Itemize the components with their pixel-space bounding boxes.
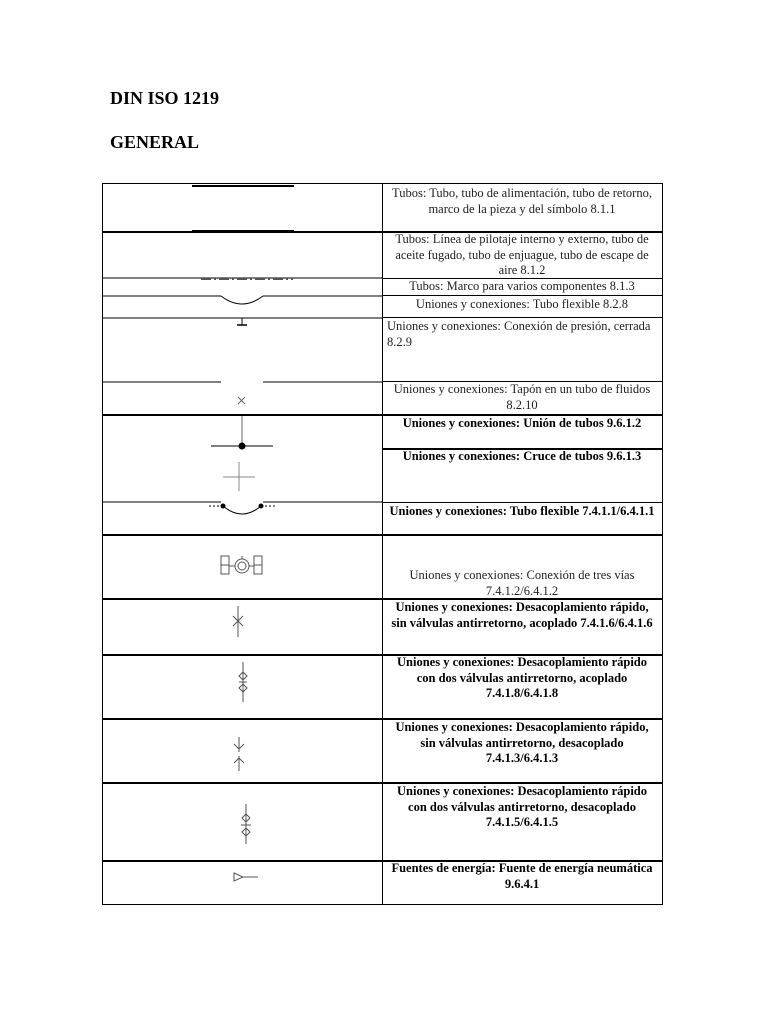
dash-dot-frame-icon <box>103 278 382 279</box>
rotary-connection-icon <box>221 556 262 574</box>
row-description: Tubos: Línea de pilotaje interno y externo, tubo de aceite fugado, tubo de enjuague, tubo de escape de aire 8.1.2 <box>395 232 649 277</box>
row-description: Uniones y conexiones: Desacoplamiento rápido con dos válvulas antirretorno, desacoplado 7.4.1.5/6.4.1.5 <box>397 784 647 829</box>
pipe-junction-icon <box>103 415 382 449</box>
row-description: Tubos: Marco para varios componentes 8.1.3 <box>409 279 635 293</box>
row-description: Uniones y conexiones: Tubo flexible 7.4.1.1/6.4.1.1 <box>389 504 655 518</box>
row-description: Uniones y conexiones: Unión de tubos 9.6.1.2 <box>402 416 642 430</box>
row-description: Uniones y conexiones: Desacoplamiento rápido con dos válvulas antirretorno, acoplado 7.4.1.8/6.4.1.8 <box>397 655 647 700</box>
pneumatic-source-icon <box>103 861 382 881</box>
quick-coupling-check-valves-uncoupled-icon <box>103 783 382 844</box>
plug-icon <box>103 382 382 404</box>
document-title: DIN ISO 1219 <box>110 88 220 108</box>
row-description: Tubos: Tubo, tubo de alimentación, tubo de retorno, marco de la pieza y del símbolo 8.1.1 <box>392 186 652 216</box>
symbol-column <box>103 184 382 904</box>
quick-coupling-check-valves-icon <box>103 655 382 702</box>
row-divider <box>382 502 662 503</box>
pipe-crossing-icon <box>223 462 255 491</box>
row-description: Uniones y conexiones: Conexión de tres vías 7.4.1.2/6.4.1.2 <box>409 568 635 598</box>
row-description: Uniones y conexiones: Tapón en un tubo de fluidos 8.2.10 <box>393 382 651 412</box>
row-divider <box>382 317 662 318</box>
flexible-hose-icon <box>103 502 382 514</box>
quick-coupling-icon <box>103 599 382 637</box>
column-divider <box>382 184 383 904</box>
row-description: Uniones y conexiones: Desacoplamiento rápido, sin válvulas antirretorno, desacoplado 7.4.1.3/6.4.1.3 <box>395 720 649 765</box>
flexible-hose-icon <box>103 296 382 304</box>
row-description: Uniones y conexiones: Conexión de presión, cerrada 8.2.9 <box>387 319 651 349</box>
row-divider <box>382 295 662 296</box>
section-title: GENERAL <box>110 132 200 152</box>
closed-pressure-port-icon <box>103 318 382 325</box>
row-description: Uniones y conexiones: Desacoplamiento rápido, sin válvulas antirretorno, acoplado 7.4.1.6/6.4.1.6 <box>391 600 653 630</box>
row-description: Uniones y conexiones: Tubo flexible 8.2.8 <box>415 297 629 311</box>
symbols-table <box>102 183 663 905</box>
row-description: Uniones y conexiones: Cruce de tubos 9.6.1.3 <box>402 449 642 463</box>
row-description: Fuentes de energía: Fuente de energía neumática 9.6.4.1 <box>391 861 653 891</box>
quick-coupling-uncoupled-icon <box>103 719 382 771</box>
